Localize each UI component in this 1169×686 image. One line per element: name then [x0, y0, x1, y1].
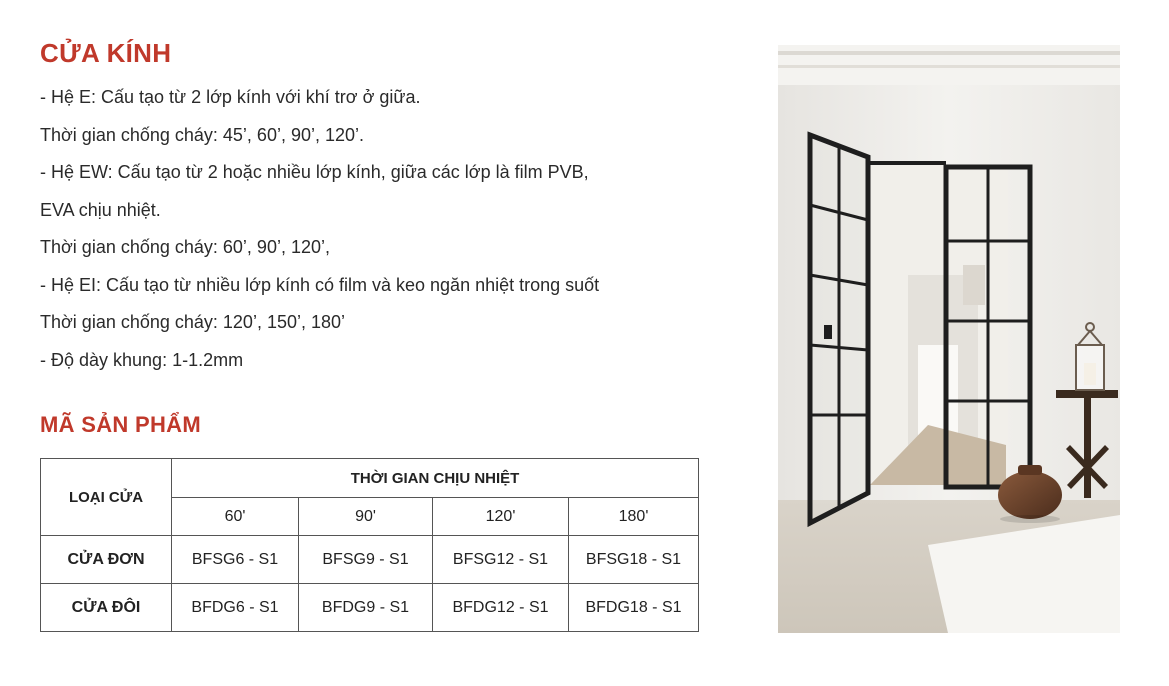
- door-type-header: LOẠI CỬA: [41, 459, 172, 536]
- duration-cell: 90': [299, 498, 433, 536]
- glass-door-illustration: [778, 45, 1120, 633]
- product-code-table: [40, 458, 699, 632]
- table-row: [41, 584, 699, 632]
- description-line: Thời gian chống cháy: 45’, 60’, 90’, 120’.: [40, 124, 365, 145]
- description-line: Thời gian chống cháy: 120’, 150’, 180’: [40, 312, 346, 332]
- heat-time-header: THỜI GIAN CHỊU NHIỆT: [172, 459, 699, 498]
- description-line: - Hệ EW: Cấu tạo từ 2 hoặc nhiều lớp kính, giữa các lớp là film PVB,: [40, 162, 589, 182]
- description-list: [40, 83, 740, 383]
- description-line: - Hệ EI: Cấu tạo từ nhiều lớp kính có film và keo ngăn nhiệt trong suốt: [40, 274, 600, 295]
- row-label: CỬA ĐÔI: [41, 584, 172, 632]
- code-cell: BFDG9 - S1: [299, 584, 433, 632]
- product-code-title: MÃ SẢN PHẨM: [40, 412, 201, 437]
- code-cell: BFSG9 - S1: [299, 536, 433, 584]
- description-line: EVA chịu nhiệt.: [40, 199, 161, 220]
- table-row: [41, 536, 699, 584]
- row-label: CỬA ĐƠN: [41, 536, 172, 584]
- description-line: Thời gian chống cháy: 60’, 90’, 120’,: [40, 237, 330, 257]
- duration-cell: 120': [433, 498, 569, 536]
- code-cell: BFSG18 - S1: [569, 536, 699, 584]
- code-cell: BFDG18 - S1: [569, 584, 699, 632]
- duration-cell: 180': [569, 498, 699, 536]
- code-cell: BFSG12 - S1: [433, 536, 569, 584]
- code-cell: BFSG6 - S1: [172, 536, 299, 584]
- duration-cell: 60': [172, 498, 299, 536]
- glass-door-photo: [778, 45, 1120, 633]
- code-cell: BFDG12 - S1: [433, 584, 569, 632]
- section-title: CỬA KÍNH: [40, 38, 172, 68]
- description-line: - Hệ E: Cấu tạo từ 2 lớp kính với khí trơ ở giữa.: [40, 87, 421, 107]
- code-cell: BFDG6 - S1: [172, 584, 299, 632]
- description-line: - Độ dày khung: 1-1.2mm: [40, 349, 244, 370]
- table-header-row: [41, 459, 699, 498]
